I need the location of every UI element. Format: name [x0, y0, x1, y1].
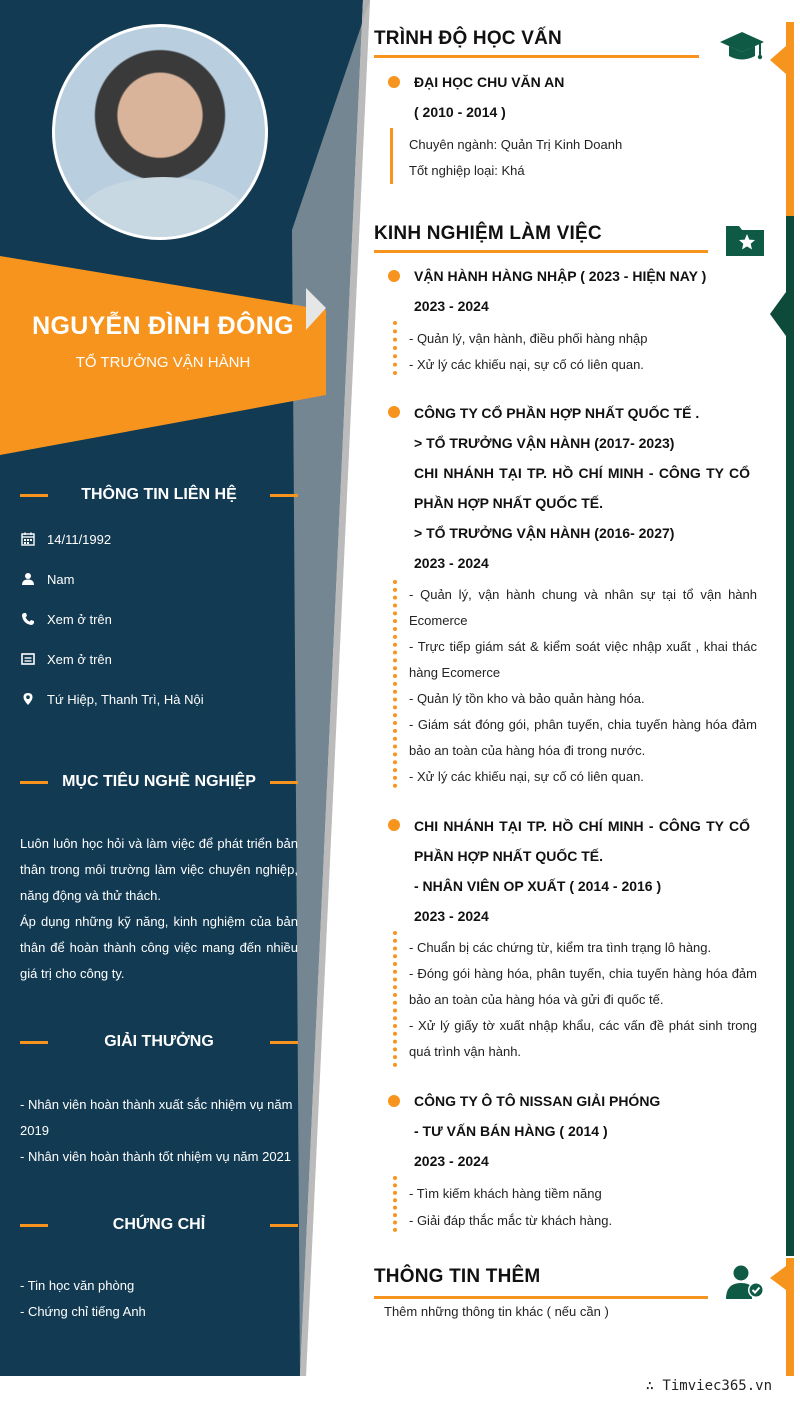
user-icon — [20, 571, 36, 587]
user-check-icon — [725, 1264, 765, 1305]
job-task: - Tìm kiếm khách hàng tiềm năng — [409, 1186, 602, 1201]
job-role: - NHÂN VIÊN OP XUẤT ( 2014 - 2016 ) — [414, 878, 662, 894]
job-task: - Xử lý các khiếu nại, sự cố có liên quan. — [409, 357, 644, 372]
education-bar — [390, 128, 393, 184]
profile-photo — [52, 24, 268, 240]
education-grade: Tốt nghiệp loại: Khá — [409, 163, 525, 178]
job-bullet — [388, 1095, 400, 1107]
location-icon — [20, 691, 36, 707]
additional-text: Thêm những thông tin khác ( nếu cần ) — [384, 1304, 609, 1319]
job-task: - Đóng gói hàng hóa, phân tuyến, chia tuyến hàng hóa đảm bảo an toàn của hàng hóa và gửi đi quốc tế. — [409, 966, 757, 1007]
job-role: - TƯ VẤN BÁN HÀNG ( 2014 ) — [414, 1123, 608, 1139]
job-task: - Quản lý, vận hành, điều phối hàng nhập — [409, 331, 648, 346]
job-period: 2023 - 2024 — [414, 908, 489, 924]
footer-brand: ∴ Timviec365.vn — [645, 1378, 772, 1394]
job-period: 2023 - 2024 — [414, 555, 489, 571]
job-role: > TỔ TRƯỞNG VẬN HÀNH (2016- 2027) — [414, 525, 675, 541]
job-tasks — [409, 935, 757, 1065]
certificates-heading: CHỨNG CHỈ — [20, 1216, 298, 1234]
experience-underline — [374, 250, 708, 253]
email-icon — [20, 651, 36, 667]
award-item: - Nhân viên hoàn thành tốt nhiệm vụ năm 2021 — [20, 1149, 292, 1164]
job-title: VẬN HÀNH HÀNG NHẬP ( 2023 - HIỆN NAY ) — [414, 268, 707, 284]
job-dots — [393, 321, 397, 375]
additional-underline — [374, 1296, 708, 1299]
job-period: 2023 - 2024 — [414, 1153, 489, 1169]
education-major: Chuyên ngành: Quản Trị Kinh Doanh — [409, 137, 623, 152]
job-dots — [393, 1176, 397, 1232]
job-branch: CHI NHÁNH TẠI TP. HỒ CHÍ MINH - CÔNG TY CỔ PHẦN HỢP NHẤT QUỐC TẾ. — [414, 465, 750, 511]
job-dots — [393, 931, 397, 1067]
education-underline — [374, 55, 699, 58]
education-school: ĐẠI HỌC CHU VĂN AN — [414, 74, 565, 90]
job-task: - Trực tiếp giám sát & kiểm soát việc nhập xuất , khai thác hàng Ecomerce — [409, 639, 757, 680]
job-company: CÔNG TY Ô TÔ NISSAN GIẢI PHÓNG — [414, 1093, 661, 1109]
certificates-list — [20, 1273, 298, 1325]
job-task: - Quản lý, vận hành chung và nhân sự tại tổ vận hành Ecomerce — [409, 587, 757, 628]
contact-email: Xem ở trên — [20, 651, 112, 667]
job-company: CHI NHÁNH TẠI TP. HỒ CHÍ MINH - CÔNG TY CỔ PHẦN HỢP NHẤT QUỐC TẾ. — [414, 818, 750, 864]
job-task: - Xử lý các khiếu nại, sự cố có liên quan. — [409, 769, 644, 784]
awards-heading: GIẢI THƯỞNG — [20, 1033, 298, 1051]
contact-birthday: 14/11/1992 — [20, 531, 111, 547]
job-task: - Giám sát đóng gói, phân tuyến, chia tuyến hàng hóa đảm bảo an toàn của hàng hóa đi trong nước. — [409, 717, 757, 758]
job-bullet — [388, 270, 400, 282]
job-task: - Chuẩn bị các chứng từ, kiểm tra tình trạng lô hàng. — [409, 940, 712, 955]
experience-heading: KINH NGHIỆM LÀM VIỆC — [374, 223, 602, 244]
award-item: - Nhân viên hoàn thành xuất sắc nhiệm vụ năm 2019 — [20, 1097, 293, 1138]
additional-heading: THÔNG TIN THÊM — [374, 1266, 541, 1287]
education-period: ( 2010 - 2014 ) — [414, 104, 506, 120]
job-task: - Giải đáp thắc mắc từ khách hàng. — [409, 1213, 613, 1228]
job-role: > TỔ TRƯỞNG VẬN HÀNH (2017- 2023) — [414, 435, 675, 451]
phone-icon — [20, 611, 36, 627]
job-company: CÔNG TY CỔ PHẦN HỢP NHẤT QUỐC TẾ . — [414, 405, 700, 421]
job-bullet — [388, 819, 400, 831]
job-task: - Xử lý giấy tờ xuất nhập khẩu, các vấn đề phát sinh trong quá trình vận hành. — [409, 1018, 757, 1059]
job-tasks — [409, 582, 757, 790]
profile-name: NGUYỄN ĐÌNH ĐÔNG — [32, 312, 294, 340]
contact-address: Tứ Hiệp, Thanh Trì, Hà Nội — [20, 691, 204, 707]
objective-text: Luôn luôn học hỏi và làm việc để phát triển bản thân trong môi trường làm việc chuyên nghiệp, năng động và thử thách. Áp dụng những kỹ năng, kinh nghiệm của bản thân để hoàn thành công việc mang đến nhiều giá trị cho công ty. — [20, 836, 298, 981]
education-heading: TRÌNH ĐỘ HỌC VẤN — [374, 28, 562, 49]
job-bullet — [388, 406, 400, 418]
job-period: 2023 - 2024 — [414, 298, 489, 314]
job-task: - Quản lý tồn kho và bảo quản hàng hóa. — [409, 691, 645, 706]
education-bullet — [388, 76, 400, 88]
contact-phone: Xem ở trên — [20, 611, 112, 627]
certificate-item: - Tin học văn phòng — [20, 1278, 135, 1293]
certificate-item: - Chứng chỉ tiếng Anh — [20, 1304, 146, 1319]
job-dots — [393, 580, 397, 788]
contact-gender: Nam — [20, 571, 74, 587]
objective-heading: MỤC TIÊU NGHỀ NGHIỆP — [20, 773, 298, 791]
profile-title: TỔ TRƯỞNG VẬN HÀNH — [75, 354, 251, 371]
graduation-cap-icon — [719, 30, 765, 69]
awards-list — [20, 1092, 298, 1170]
folder-star-icon — [725, 222, 765, 263]
calendar-icon — [20, 531, 36, 547]
contact-heading: THÔNG TIN LIÊN HỆ — [20, 486, 298, 504]
